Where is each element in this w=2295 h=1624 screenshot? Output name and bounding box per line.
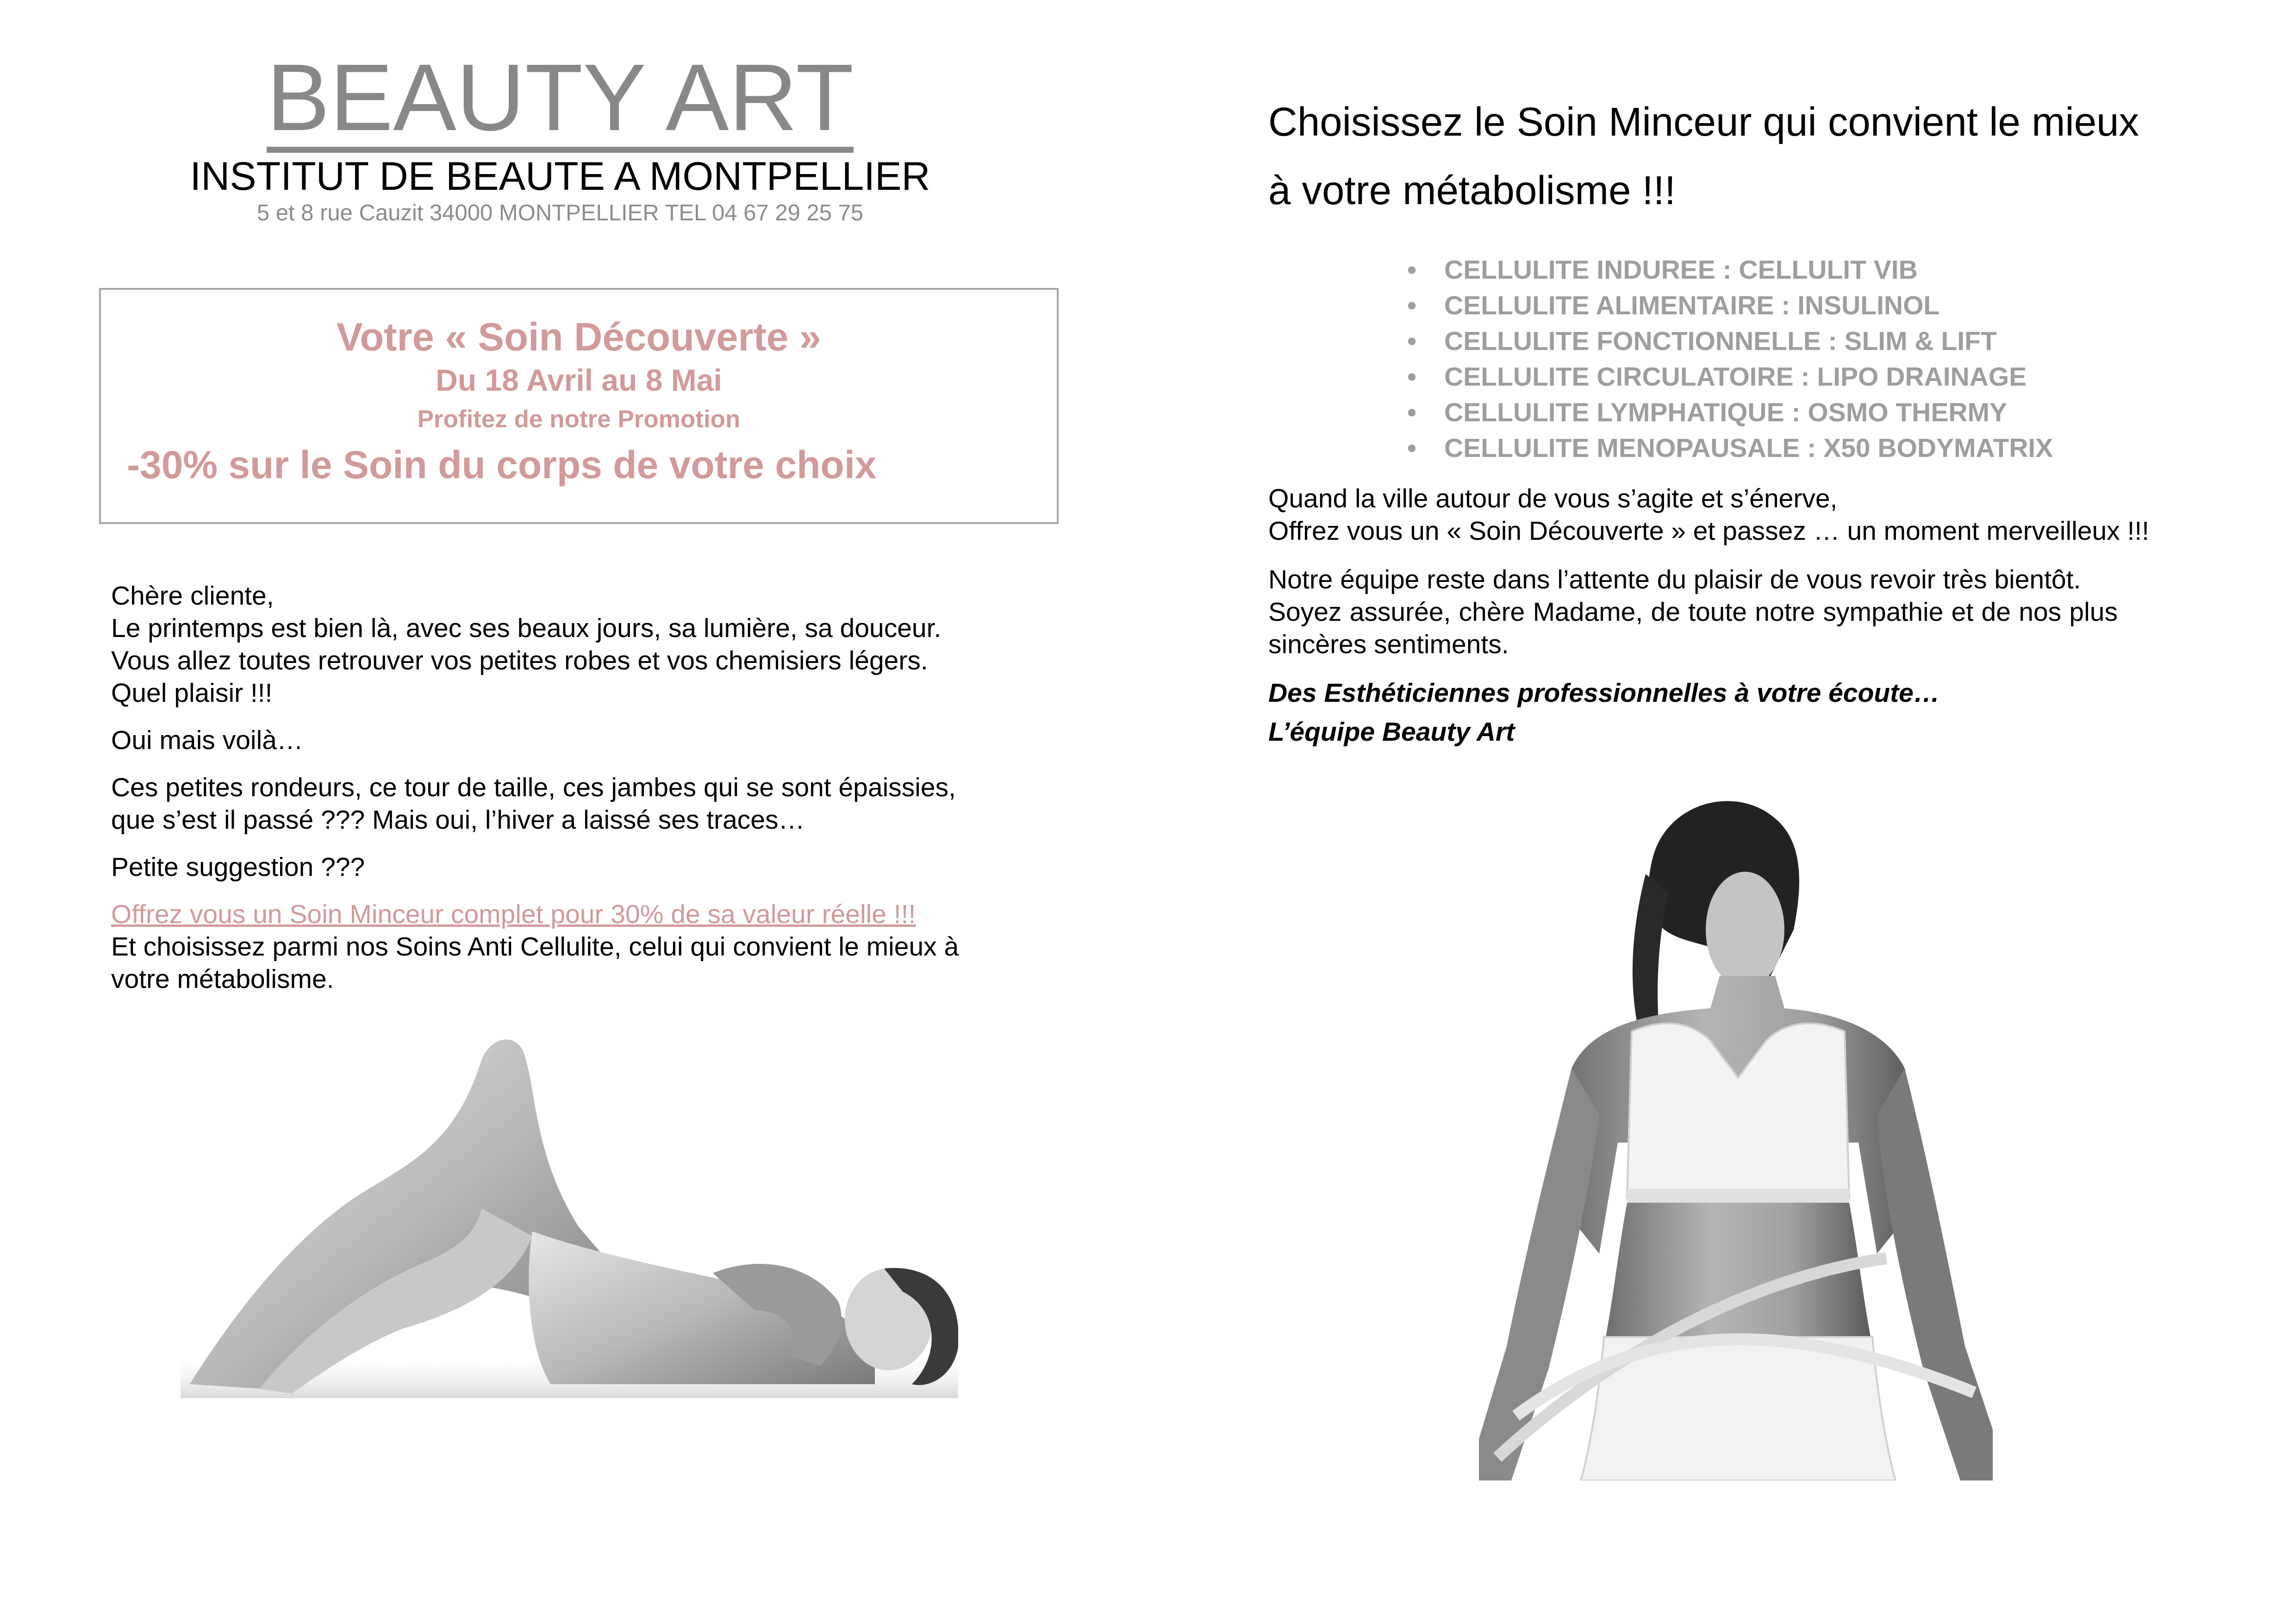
closing-text [1268, 482, 2194, 748]
closing-line: Offrez vous un « Soin Découverte » et passez … un moment merveilleux !!! [1268, 516, 2150, 546]
promo-box [99, 288, 1059, 524]
closing-line: Notre équipe reste dans l’attente du plaisir de vous revoir très bientôt. [1268, 565, 2081, 594]
letter-line: Ces petites rondeurs, ce tour de taille, ces jambes qui se sont épaissies, [111, 773, 956, 802]
letter-line: Oui mais voilà… [111, 725, 303, 755]
treatment-item: • CELLULITE FONCTIONNELLE : SLIM & LIFT [1407, 324, 2053, 359]
bullet-icon: • [1407, 326, 1416, 356]
letter-line: Vous allez toutes retrouver vos petites robes et vos chemisiers légers. [111, 646, 928, 675]
promo-offer: Profitez de notre Promotion [417, 406, 741, 433]
bullet-icon: • [1407, 398, 1416, 427]
promo-title: Votre « Soin Découverte » [336, 315, 822, 359]
treatment-list [1407, 252, 2053, 466]
brand-subtitle: INSTITUT DE BEAUTE A MONTPELLIER [190, 154, 930, 199]
letter-line: Le printemps est bien là, avec ses beaux jours, sa lumière, sa douceur. [111, 613, 942, 643]
letter-body [111, 580, 1037, 995]
letter-line: Quel plaisir !!! [111, 678, 273, 708]
letter-line: que s’est il passé ??? Mais oui, l’hiver a laissé ses traces… [111, 805, 805, 835]
treatment-item: • CELLULITE CIRCULATOIRE : LIPO DRAINAGE [1407, 359, 2053, 395]
brand-address: 5 et 8 rue Cauzit 34000 MONTPELLIER TEL 04 67 29 25 75 [256, 200, 864, 225]
brand-title [0, 44, 1120, 153]
reclining-woman-photo [181, 1032, 958, 1398]
offer-link[interactable]: Offrez vous un Soin Minceur complet pour 30% de sa valeur réelle !!! [111, 899, 916, 929]
bullet-icon: • [1407, 291, 1416, 320]
treatment-item: • CELLULITE INDUREE : CELLULIT VIB [1407, 252, 2053, 288]
closing-line: Quand la ville autour de vous s’agite et s’énerve, [1268, 484, 1838, 513]
brand-name: BEAUTY ART [267, 50, 854, 153]
letter-greeting: Chère cliente, [111, 581, 274, 611]
treatment-item: • CELLULITE MENOPAUSALE : X50 BODYMATRIX [1407, 431, 2053, 466]
heading-line: Choisissez le Soin Minceur qui convient le mieux [1268, 100, 2139, 144]
closing-line: Soyez assurée, chère Madame, de toute notre sympathie et de nos plus sincères sentiments. [1268, 597, 2118, 659]
woman-measuring-waist-photo [1479, 791, 1993, 1480]
treatment-item: • CELLULITE ALIMENTAIRE : INSULINOL [1407, 288, 2053, 324]
letter-line: Et choisissez parmi nos Soins Anti Cellulite, celui qui convient le mieux à [111, 932, 959, 962]
right-heading [1268, 88, 2240, 225]
bullet-icon: • [1407, 362, 1416, 392]
letter-line: Petite suggestion ??? [111, 852, 365, 882]
treatment-item: • CELLULITE LYMPHATIQUE : OSMO THERMY [1407, 395, 2053, 431]
heading-line: à votre métabolisme !!! [1268, 168, 1676, 213]
promo-dates: Du 18 Avril au 8 Mai [436, 363, 722, 397]
bullet-icon: • [1407, 433, 1416, 463]
signature-team: L’équipe Beauty Art [1268, 717, 1515, 747]
bullet-icon: • [1407, 255, 1416, 285]
promo-discount: -30% sur le Soin du corps de votre choix [127, 443, 877, 487]
letter-line: votre métabolisme. [111, 964, 334, 994]
signature-line: Des Esthéticiennes professionnelles à votre écoute… [1268, 678, 1940, 708]
